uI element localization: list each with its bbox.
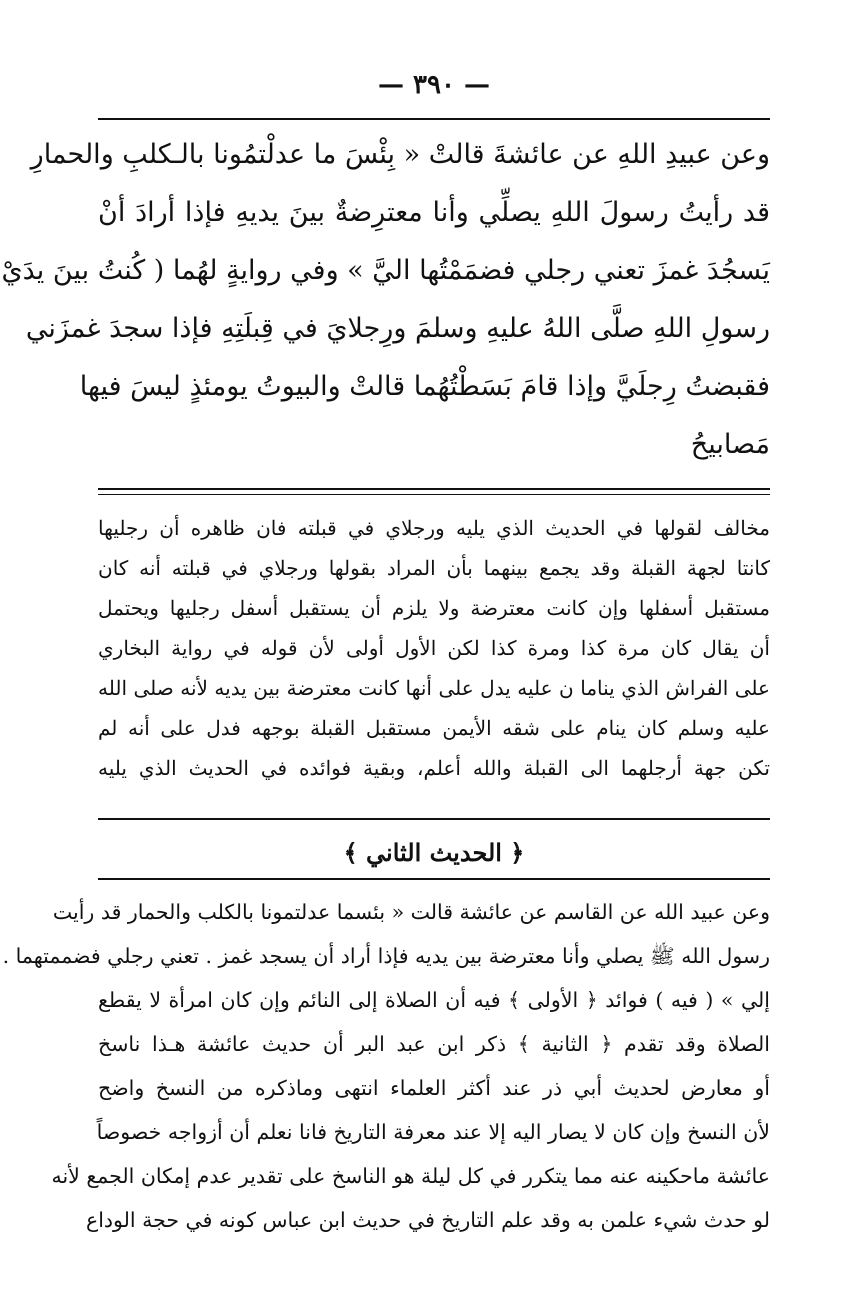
commentary-line: مستقبل أسفلها وإن كانت معترضة ولا يلزم أن يستقبل أسفل رجليها ويحتمل (98, 596, 770, 620)
body-line: لو حدث شيء علمن به وقد علم التاريخ في حديث ابن عباس كونه في حجة الوداع (86, 1208, 770, 1232)
body-line: لأن النسخ وإن كان لا يصار اليه إلا عند معرفة التاريخ فانا نعلم أن أزواجه خصوصاً (96, 1120, 770, 1144)
commentary-line: كانتا لجهة القبلة وقد يجمع بينهما بأن المراد بقولها ورجلاي في قبلته أنه كان (98, 556, 770, 580)
commentary-top-rule-second (98, 494, 770, 495)
body-line: أو معارض لحديث أبي ذر عند أكثر العلماء انتهى وماذكره من النسخ واضح (98, 1076, 770, 1100)
body-line: الصلاة وقد تقدم ﴿ الثانية ﴾ ذكر ابن عبد البر أن حديث عائشة هـذا ناسخ (98, 1032, 770, 1056)
body-line: عائشة ماحكينه عنه مما يتكرر في كل ليلة هو الناسخ على تقدير عدم إمكان الجمع لأنه (51, 1164, 770, 1188)
commentary-line: تكن جهة أرجلهما الى القبلة والله أعلم، وبقية فوائده في الحديث الذي يليه (98, 756, 770, 780)
page-number: — ٣٩٠ — (377, 70, 491, 100)
hadith-line: قد رأيتُ رسولَ اللهِ يصلِّي وأنا معترِضةٌ بينَ يديهِ فإذا أرادَ أنْ (98, 197, 770, 228)
commentary-top-rule (98, 488, 770, 490)
body-line: إلي » ( فيه ) فوائد ﴿ الأولى ﴾ فيه أن الصلاة إلى النائم وإن كان امرأة لا يقطع (98, 988, 770, 1012)
hadith-line: فقبضتُ رِجلَيَّ وإذا قامَ بَسَطْتُهُما قالتْ والبيوتُ يومئذٍ ليسَ فيها (79, 371, 770, 402)
section-heading: ﴿ الحديث الثاني ﴾ (343, 838, 525, 867)
top-rule (98, 118, 770, 120)
body-line: رسول الله ﷺ يصلي وأنا معترضة بين يديه فإذا أراد أن يسجد غمز . تعني رجلي فضممتهما . (2, 944, 770, 968)
section-top-rule (98, 818, 770, 820)
body-line: وعن عبيد الله عن القاسم عن عائشة قالت « بئسما عدلتمونا بالكلب والحمار قد رأيت (52, 900, 770, 924)
hadith-line: مَصابيحُ (690, 429, 770, 460)
commentary-line: عليه وسلم كان ينام على شقه الأيمن مستقبل القبلة بوجهه فدل على أنه لم (98, 716, 770, 740)
commentary-line: أن يقال كان مرة كذا ومرة كذا لكن الأول أولى لأن قوله في رواية البخاري (98, 636, 770, 660)
hadith-line: وعن عبيدِ اللهِ عن عائشةَ قالتْ « بِئْسَ ما عدلْتمُونا بالـكلبِ والحمارِ (30, 139, 770, 170)
commentary-line: مخالف لقولها في الحديث الذي يليه ورجلاي في قبلته فان ظاهره أن رجليها (98, 516, 770, 540)
commentary-text-block (98, 508, 770, 788)
body-text-block (2, 890, 770, 1242)
hadith-line: رسولِ اللهِ صلَّى اللهُ عليهِ وسلمَ ورِجلايَ في قِبلَتِهِ فإذا سجدَ غمزَني (25, 313, 770, 344)
hadith-text-block (1, 126, 770, 474)
hadith-line: يَسجُدَ غمزَ تعني رجلي فضمَمْتُها اليَّ » وفي روايةٍ لهُما ( كُنتُ بينَ يدَيْ (1, 255, 770, 286)
section-bottom-rule (98, 878, 770, 880)
commentary-line: على الفراش الذي يناما ن عليه يدل على أنها كانت معترضة بين يديه لأنه صلى الله (98, 676, 770, 700)
